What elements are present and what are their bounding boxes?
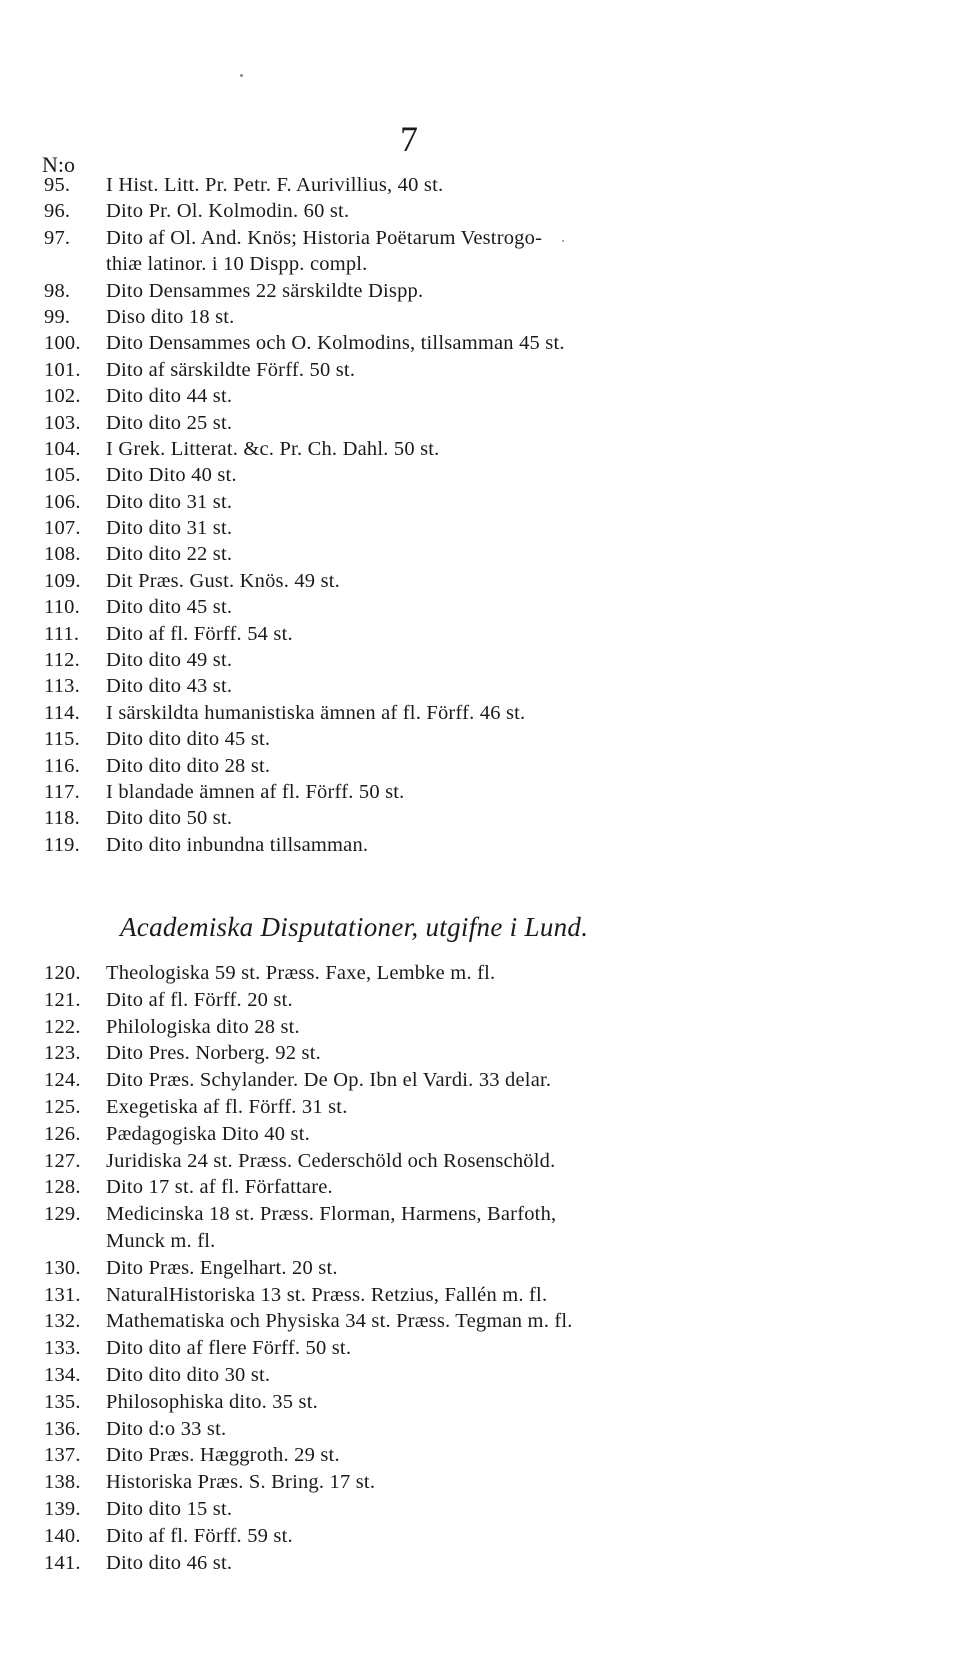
item-text: Dito af fl. Förff. 54 st. <box>106 622 293 645</box>
list-item <box>44 594 944 620</box>
paper-speck <box>562 240 564 242</box>
item-number: 116. <box>44 754 80 777</box>
list-item <box>44 753 944 779</box>
item-text: Dito d:o 33 st. <box>106 1417 227 1440</box>
list-item <box>44 304 944 330</box>
item-text: I Hist. Litt. Pr. Petr. F. Aurivillius, 40 st. <box>106 174 444 196</box>
item-text: Dito dito 45 st. <box>106 596 233 619</box>
item-text: Dit Præs. Gust. Knös. 49 st. <box>106 569 340 592</box>
item-number: 138. <box>44 1471 81 1494</box>
item-text: Historiska Præs. S. Bring. 17 st. <box>106 1471 376 1494</box>
item-text: NaturalHistoriska 13 st. Præss. Retzius, Fallén m. fl. <box>106 1283 548 1306</box>
list-item <box>44 198 944 224</box>
item-text: Dito dito 22 st. <box>106 543 233 566</box>
item-text: Dito af särskildte Förff. 50 st. <box>106 358 356 381</box>
item-number: 140. <box>44 1524 81 1547</box>
item-text: thiæ latinor. i 10 Dispp. compl. <box>106 253 368 276</box>
item-number: 96. <box>44 200 71 223</box>
item-number: 136. <box>44 1417 81 1440</box>
item-text: Munck m. fl. <box>106 1229 216 1252</box>
list-item <box>44 1014 944 1041</box>
item-text: Philologiska dito 28 st. <box>106 1015 300 1038</box>
item-text: Dito dito dito 30 st. <box>106 1363 271 1386</box>
list-item <box>44 1335 944 1362</box>
entry-list-bottom <box>44 960 944 1576</box>
list-item <box>44 779 944 805</box>
item-number: 114. <box>44 701 80 724</box>
item-text: Juridiska 24 st. Præss. Cederschöld och Rosenschöld. <box>106 1149 556 1172</box>
item-text: Medicinska 18 st. Præss. Florman, Harmens, Barfoth, <box>106 1203 557 1226</box>
item-number: 99. <box>44 305 71 328</box>
list-item <box>44 489 944 515</box>
item-text: Dito Densammes och O. Kolmodins, tillsamman 45 st. <box>106 332 565 355</box>
list-item <box>44 1040 944 1067</box>
list-item <box>44 805 944 831</box>
list-item <box>44 1148 944 1175</box>
item-text: Dito dito 46 st. <box>106 1551 233 1574</box>
item-text: Mathematiska och Physiska 34 st. Præss. Tegman m. fl. <box>106 1310 573 1333</box>
item-number: 132. <box>44 1310 81 1333</box>
item-number: 122. <box>44 1015 81 1038</box>
item-number: 137. <box>44 1444 81 1467</box>
item-number: 129. <box>44 1203 81 1226</box>
item-number: 141. <box>44 1551 81 1574</box>
list-item <box>44 1228 944 1255</box>
item-number: 103. <box>44 411 81 434</box>
list-item <box>44 647 944 673</box>
item-text: Diso dito 18 st. <box>106 305 235 328</box>
item-number: 110. <box>44 596 80 619</box>
list-item <box>44 515 944 541</box>
item-number: 131. <box>44 1283 81 1306</box>
item-number: 102. <box>44 385 81 408</box>
item-number: 111. <box>44 622 80 645</box>
item-text: Dito dito af flere Förff. 50 st. <box>106 1337 352 1360</box>
list-item <box>44 1550 944 1577</box>
item-text: Pædagogiska Dito 40 st. <box>106 1122 310 1145</box>
item-text: Dito dito 25 st. <box>106 411 233 434</box>
list-item <box>44 436 944 462</box>
list-item <box>44 383 944 409</box>
item-number: 118. <box>44 807 80 830</box>
item-number: 128. <box>44 1176 81 1199</box>
item-text: Dito dito 31 st. <box>106 490 233 513</box>
list-item <box>44 1255 944 1282</box>
item-text: Dito dito 15 st. <box>106 1497 233 1520</box>
item-text: Dito af fl. Förff. 20 st. <box>106 988 293 1011</box>
list-item <box>44 462 944 488</box>
item-number: 119. <box>44 833 80 856</box>
item-text: Dito 17 st. af fl. Författare. <box>106 1176 333 1199</box>
item-number: 97. <box>44 226 71 249</box>
item-number: 117. <box>44 780 80 803</box>
list-item <box>44 987 944 1014</box>
item-text: Dito dito dito 45 st. <box>106 728 271 751</box>
item-number: 109. <box>44 569 81 592</box>
item-text: Theologiska 59 st. Præss. Faxe, Lembke m. fl. <box>106 962 496 984</box>
item-text: Philosophiska dito. 35 st. <box>106 1390 318 1413</box>
item-number: 95. <box>44 174 71 196</box>
item-number: 100. <box>44 332 81 355</box>
item-number: 115. <box>44 728 80 751</box>
item-text: Dito Præs. Engelhart. 20 st. <box>106 1256 338 1279</box>
list-item <box>44 1174 944 1201</box>
item-text: Dito dito 31 st. <box>106 517 233 540</box>
list-item <box>44 1201 944 1228</box>
item-text: Dito dito 49 st. <box>106 649 233 672</box>
number-column-label: N:o <box>42 152 75 177</box>
list-item <box>44 1067 944 1094</box>
item-number: 98. <box>44 279 71 302</box>
item-number: 108. <box>44 543 81 566</box>
item-number: 135. <box>44 1390 81 1413</box>
item-text: Dito dito dito 28 st. <box>106 754 271 777</box>
list-item <box>44 1362 944 1389</box>
list-item <box>44 172 944 198</box>
item-number: 104. <box>44 437 81 460</box>
item-number: 107. <box>44 517 81 540</box>
item-text: Dito dito 43 st. <box>106 675 233 698</box>
list-item <box>44 541 944 567</box>
item-number: 112. <box>44 649 80 672</box>
list-item <box>44 1416 944 1443</box>
item-text: Dito Præs. Hæggroth. 29 st. <box>106 1444 340 1467</box>
page-number: 7 <box>400 119 418 159</box>
item-text: Dito Præs. Schylander. De Op. Ibn el Vardi. 33 delar. <box>106 1069 552 1092</box>
list-item <box>44 1442 944 1469</box>
item-number: 139. <box>44 1497 81 1520</box>
list-item <box>44 1496 944 1523</box>
list-item <box>44 1121 944 1148</box>
list-item <box>44 278 944 304</box>
list-item <box>44 225 944 251</box>
list-item <box>44 357 944 383</box>
entry-list-top <box>44 172 944 858</box>
list-item <box>44 1282 944 1309</box>
item-text: Dito dito 50 st. <box>106 807 233 830</box>
list-item <box>44 1469 944 1496</box>
item-text: Exegetiska af fl. Förff. 31 st. <box>106 1095 348 1118</box>
item-number: 101. <box>44 358 81 381</box>
list-item <box>44 726 944 752</box>
item-number: 105. <box>44 464 81 487</box>
item-number: 124. <box>44 1069 81 1092</box>
list-item <box>44 700 944 726</box>
item-number: 134. <box>44 1363 81 1386</box>
item-number: 113. <box>44 675 80 698</box>
list-item <box>44 410 944 436</box>
item-number: 120. <box>44 962 81 984</box>
list-item <box>44 832 944 858</box>
list-item <box>44 621 944 647</box>
item-text: Dito af fl. Förff. 59 st. <box>106 1524 293 1547</box>
item-number: 123. <box>44 1042 81 1065</box>
item-number: 106. <box>44 490 81 513</box>
item-text: Dito Dito 40 st. <box>106 464 237 487</box>
item-text: Dito Pr. Ol. Kolmodin. 60 st. <box>106 200 350 223</box>
item-number: 127. <box>44 1149 81 1172</box>
item-number: 126. <box>44 1122 81 1145</box>
paper-speck <box>240 74 243 77</box>
list-item <box>44 330 944 356</box>
item-text: Dito dito 44 st. <box>106 385 233 408</box>
item-text: Dito af Ol. And. Knös; Historia Poëtarum Vestrogo- <box>106 226 543 249</box>
list-item <box>44 1308 944 1335</box>
list-item <box>44 568 944 594</box>
item-text: I Grek. Litterat. &c. Pr. Ch. Dahl. 50 st. <box>106 437 440 460</box>
list-item <box>44 1389 944 1416</box>
list-item <box>44 1094 944 1121</box>
list-item <box>44 251 944 277</box>
item-number: 130. <box>44 1256 81 1279</box>
list-item <box>44 1523 944 1550</box>
item-number: 121. <box>44 988 81 1011</box>
item-number: 133. <box>44 1337 81 1360</box>
item-number: 125. <box>44 1095 81 1118</box>
item-text: Dito Pres. Norberg. 92 st. <box>106 1042 321 1065</box>
item-text: I blandade ämnen af fl. Förff. 50 st. <box>106 780 405 803</box>
item-text: Dito dito inbundna tillsamman. <box>106 833 369 856</box>
section-heading: Academiska Disputationer, utgifne i Lund. <box>120 912 589 942</box>
item-text: Dito Densammes 22 särskildte Dispp. <box>106 279 424 302</box>
item-text: I särskildta humanistiska ämnen af fl. Förff. 46 st. <box>106 701 526 724</box>
list-item <box>44 960 944 987</box>
list-item <box>44 673 944 699</box>
